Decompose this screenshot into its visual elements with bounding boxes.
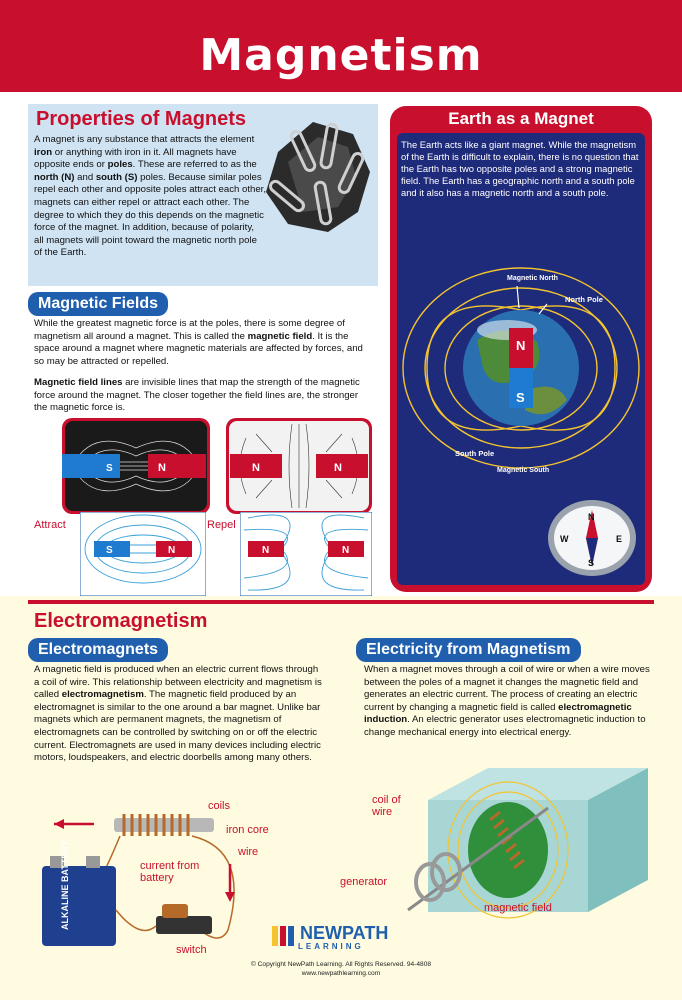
earth-heading: Earth as a Magnet	[448, 109, 594, 128]
attract-field-lines-diagram	[80, 512, 206, 596]
attract-filings-diagram	[62, 418, 210, 514]
compass-n: N	[588, 512, 595, 522]
repel-n-left-label: N	[252, 462, 260, 474]
newpath-logo-icon	[270, 922, 298, 950]
compass-illustration	[544, 496, 640, 580]
electromagnetism-heading: Electromagnetism	[34, 610, 208, 632]
attract-n-label: N	[158, 462, 166, 474]
iron-core-label: iron core	[226, 824, 269, 836]
repel-label: Repel	[207, 519, 236, 531]
switch-label: switch	[176, 944, 207, 956]
website-url: www.newpathlearning.com	[301, 970, 381, 977]
generator-diagram	[368, 760, 668, 920]
battery-label: ALKALINE BATTERY	[60, 840, 70, 930]
magnetic-fields-heading: Magnetic Fields	[28, 292, 168, 316]
repel-field-lines-diagram	[240, 512, 372, 596]
page-title: Magnetism	[199, 30, 483, 81]
field-lines-text: Magnetic field lines are invisible lines that map the strength of the magnetic force around the magnet. The closer together the field lines are, the stronger the magnetic force is.	[34, 377, 360, 414]
earth-magnet-s: S	[516, 390, 525, 405]
repel-lines-n-left-label: N	[262, 545, 270, 556]
attract-lines-n-label: N	[168, 545, 176, 556]
coil-of-wire-label: coil of wire	[372, 794, 401, 818]
earth-text: The Earth acts like a giant magnet. While the magnetism of the Earth is difficult to explain, there is no question that the Earth has two opposite poles and a strong magnetic field. The Earth has a geographic north and a south pole and it also has a magnetic north and a south pole.	[401, 139, 639, 198]
north-pole-label: North Pole	[565, 295, 603, 304]
magnetic-north-label: Magnetic North	[507, 275, 558, 282]
electromagnets-text: A magnetic field is produced when an electric current flows through a coil of wire. This relationship between electricity and magnetism is called electromagnetism. The magnetic field produced by an electromagnet is similar to the one around a bar magnet. Unlike bar magnets which are permanent magnets, the magnetism of electromagnets can be controlled by switching on or off the electric current. Electromagnets are used in many devices including electric motors, loudspeakers, and electric doorbells among many others.	[34, 664, 322, 764]
compass-e: E	[616, 534, 623, 544]
compass-s: S	[588, 558, 595, 568]
repel-filings-diagram	[226, 418, 372, 514]
electricity-from-magnetism-heading: Electricity from Magnetism	[356, 638, 581, 662]
copyright-text: © Copyright NewPath Learning. All Rights Reserved. 94-4808	[250, 961, 432, 968]
attract-label: Attract	[34, 519, 66, 531]
generator-label: generator	[340, 876, 388, 888]
current-label: current from battery	[140, 860, 200, 884]
section-divider	[28, 600, 654, 604]
newpath-logo: NEWPATH	[300, 923, 389, 943]
coils-label: coils	[208, 800, 231, 812]
compass-w: W	[560, 534, 569, 544]
lodestone-illustration	[258, 112, 376, 238]
repel-n-right-label: N	[334, 462, 342, 474]
electromagnets-heading: Electromagnets	[28, 638, 168, 662]
magnetic-south-label: Magnetic South	[497, 467, 550, 474]
south-pole-label: South Pole	[455, 449, 495, 458]
attract-lines-s-label: S	[106, 545, 113, 556]
magnetic-field-label: magnetic field	[484, 902, 552, 914]
electricity-from-magnetism-text: When a magnet moves through a coil of wire or when a wire moves between the poles of a magnet it changes the magnetic field and generates an electric current. The process of creating an electric current by changing a magnetic field is called electromagnetic induction. An electric generator uses electromagnetic induction to change mechanical energy into electrical energy.	[364, 664, 650, 738]
repel-lines-n-right-label: N	[342, 545, 350, 556]
properties-heading: Properties of Magnets	[36, 108, 247, 130]
newpath-logo-sub: LEARNING	[298, 942, 364, 951]
wire-label: wire	[238, 846, 259, 858]
magnetic-fields-text: While the greatest magnetic force is at the poles, there is some degree of magnetism all around a magnet. This is called the magnetic field. It is the space around a magnet where magnetic materials are affected by forces, and so may be attracted or repelled.	[34, 318, 363, 367]
earth-magnet-n: N	[516, 338, 526, 353]
attract-s-label: S	[106, 463, 113, 474]
properties-text: A magnet is any substance that attracts the element iron or anything with iron in it. All magnets have opposite ends or poles. These are referred to as the north (N) and south (S) poles. Because similar poles repel each other and opposite poles attract each other, magnets can either repel or attract each other. The degree to which they do this depends on the magnetic force of the magnet. In addition, because of polarity, all magnets will point toward the magnetic north pole of the Earth.	[34, 134, 267, 259]
copyright	[0, 960, 682, 978]
